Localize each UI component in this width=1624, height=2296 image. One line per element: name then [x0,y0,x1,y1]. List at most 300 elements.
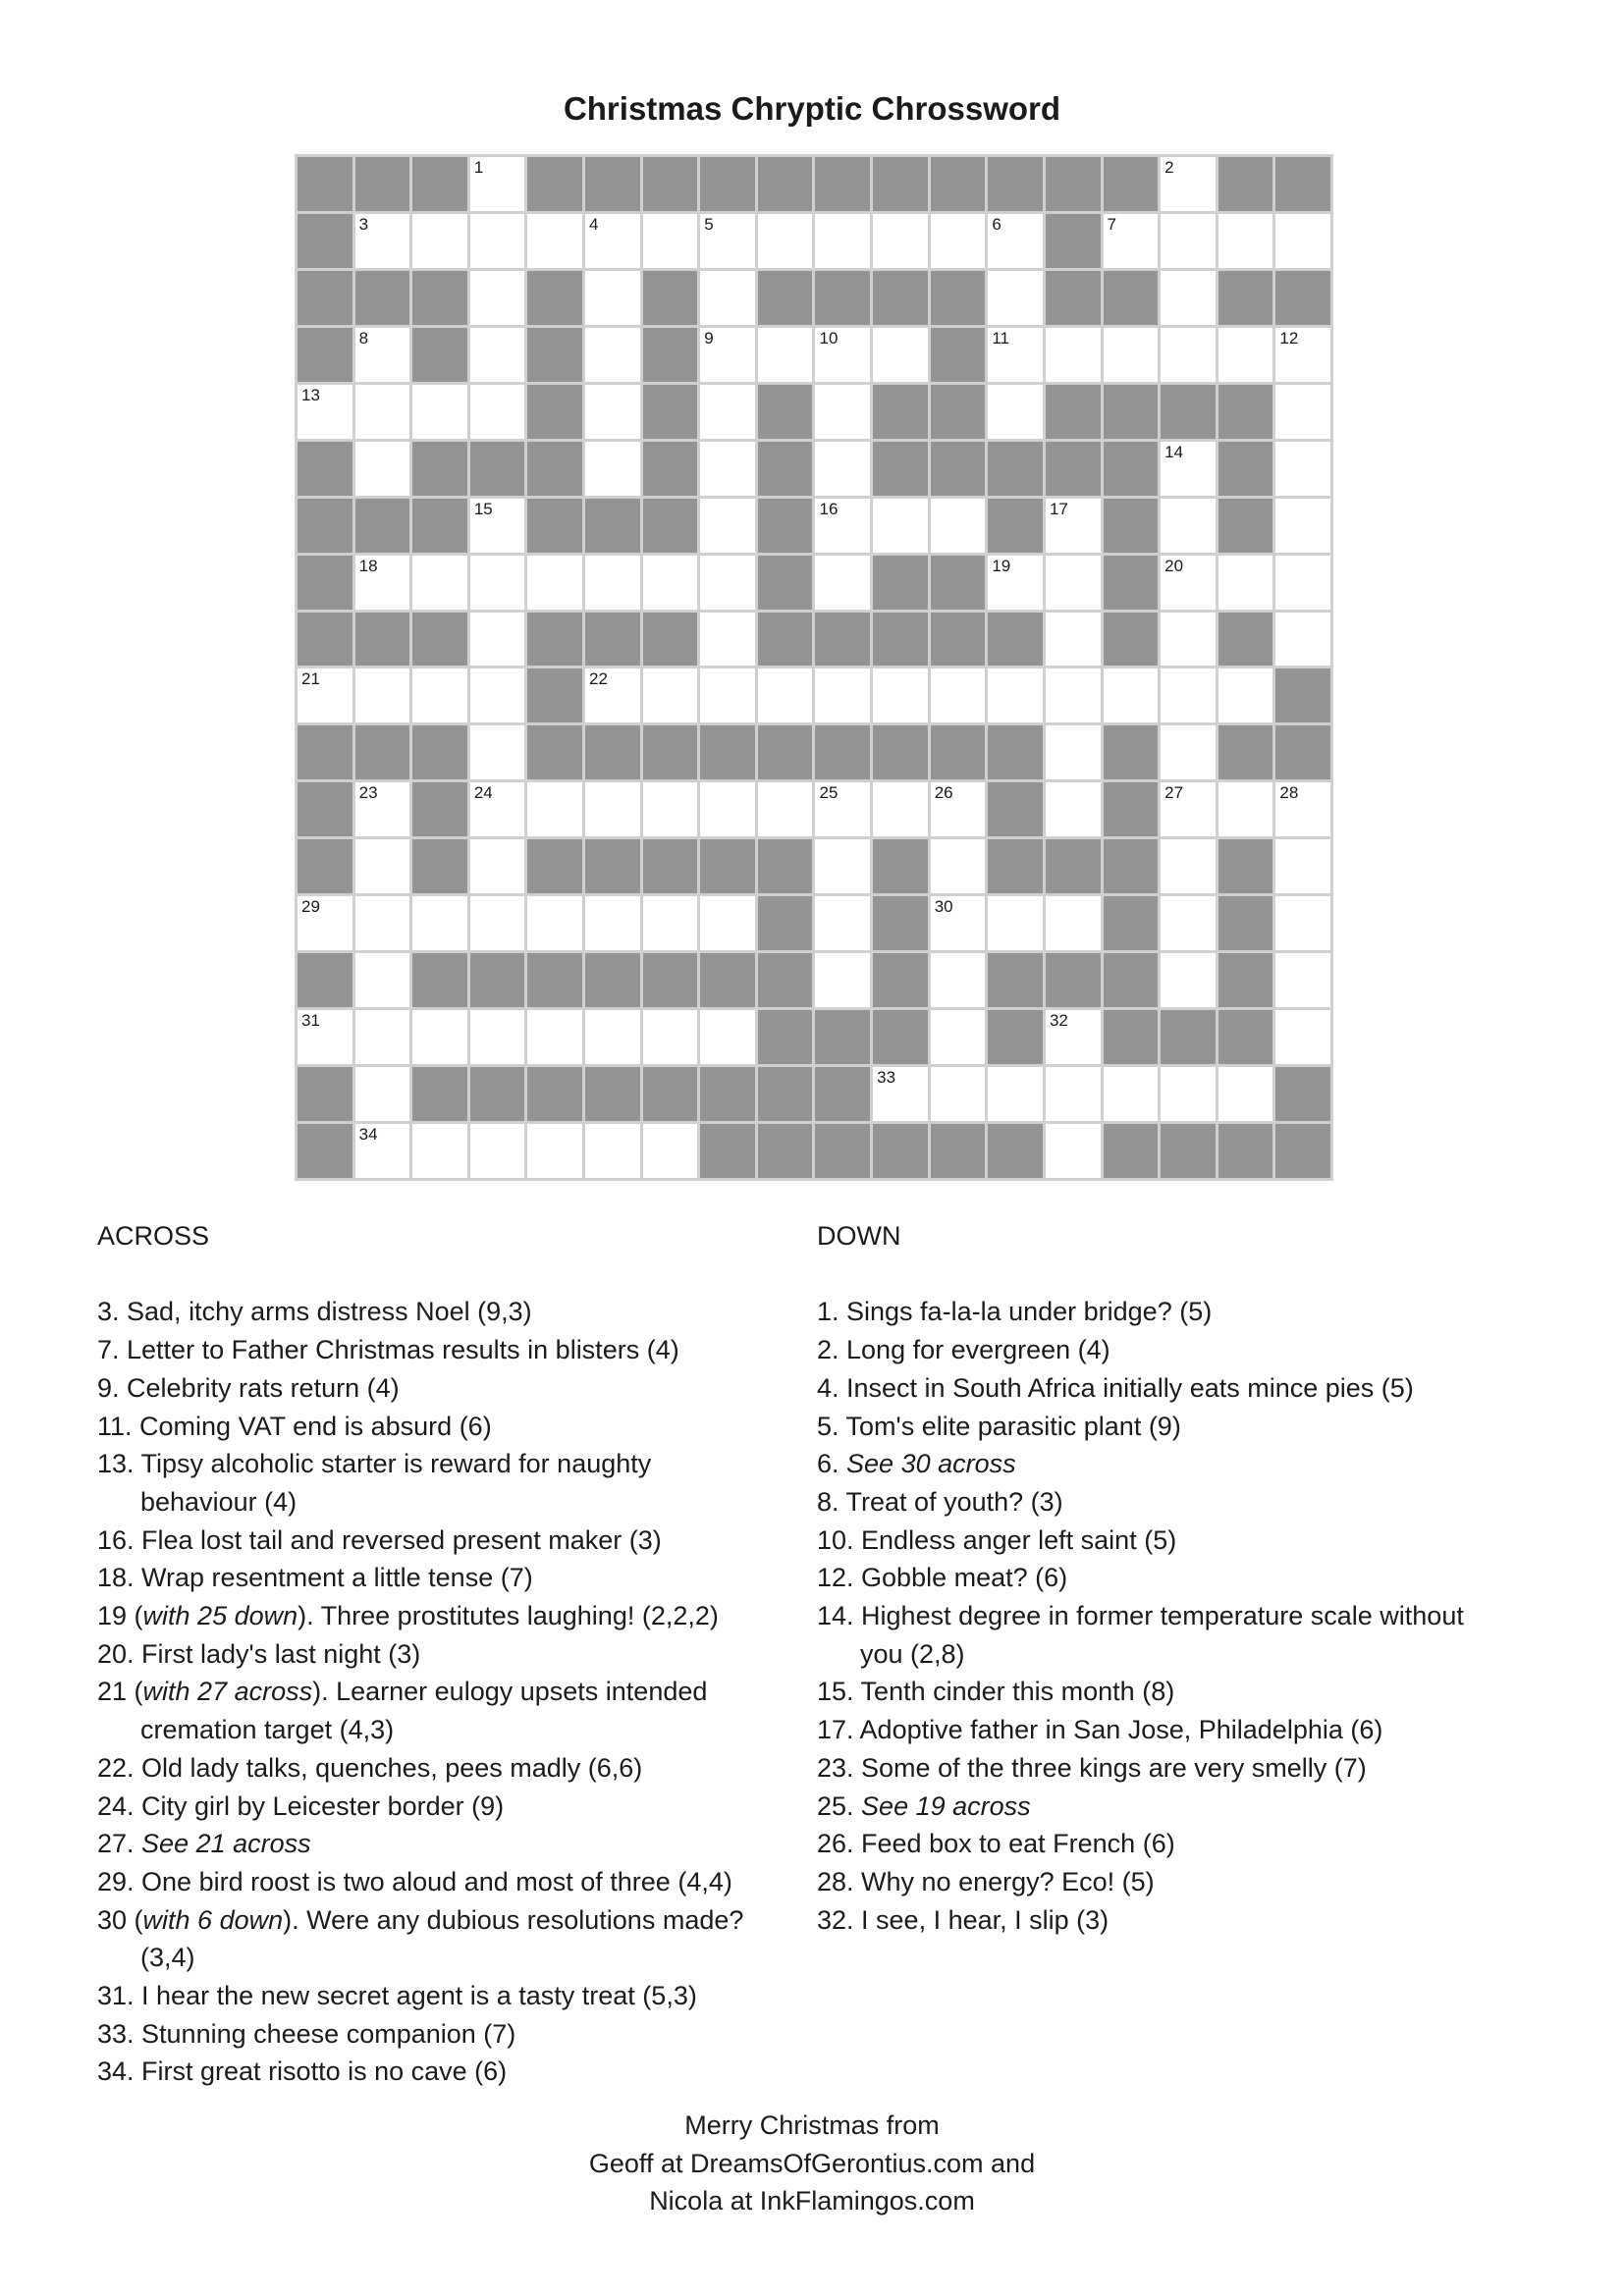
clue-text: 19 (with 25 down). Three prostitutes laughing! (2,2,2) [97,1601,719,1631]
grid-cell [1161,668,1216,722]
grid-cell [355,214,410,268]
clue-text: 34. First great risotto is no cave (6) [97,2056,508,2087]
across-clue-list [97,1293,816,2091]
grid-block-cell [643,499,698,553]
grid-block-cell [412,271,467,325]
grid-block-cell [470,953,525,1007]
clue-text: 15. Tenth cinder this month (8) [817,1677,1175,1707]
clue-text: 6. See 30 across [817,1449,1016,1479]
grid-block-cell [298,556,352,610]
down-clue-list [817,1293,1563,1939]
grid-block-cell [585,839,640,893]
clue-continuation-line: you (2,8) [860,1638,965,1669]
grid-block-cell [758,271,813,325]
grid-cell [298,1010,352,1064]
grid-cell [1104,328,1159,382]
clue [817,1483,1563,1522]
grid-cell [758,214,813,268]
grid-cell [585,442,640,496]
grid-block-cell [527,271,582,325]
clue-text: 32. I see, I hear, I slip (3) [817,1904,1110,1935]
grid-cell [815,442,870,496]
clue-text: 10. Endless anger left saint (5) [817,1524,1177,1555]
grid-cell [931,896,986,950]
grid-cell [815,499,870,553]
grid-block-cell [1104,725,1159,779]
clue [97,1977,816,2015]
cell-number: 33 [877,1068,896,1088]
clue-text: 33. Stunning cheese companion (7) [97,2018,516,2049]
clue [817,1559,1563,1597]
grid-block-cell [527,953,582,1007]
clue [817,1863,1563,1901]
clue [97,1825,816,1863]
grid-cell [931,1067,986,1121]
clue [817,1369,1563,1408]
clue-text: 12. Gobble meat? (6) [817,1563,1068,1593]
grid-cell [1161,782,1216,836]
clue-text: 14. Highest degree in former temperature scale without [817,1601,1464,1631]
grid-cell [355,1124,410,1178]
grid-block-cell [1104,613,1159,667]
grid-block-cell [412,953,467,1007]
clue [97,1673,816,1748]
grid-block-cell [815,1067,870,1121]
grid-cell [585,1124,640,1178]
grid-block-cell [1104,556,1159,610]
grid-block-cell [873,1010,928,1064]
grid-block-cell [700,725,755,779]
grid-cell [298,668,352,722]
grid-cell [643,782,698,836]
grid-cell [700,328,755,382]
grid-cell [585,782,640,836]
grid-cell [412,668,467,722]
clue [817,1825,1563,1863]
cell-number: 18 [358,556,378,575]
grid-cell [988,271,1043,325]
grid-block-cell [1275,1067,1330,1121]
grid-cell [527,556,582,610]
grid-cell [1046,328,1101,382]
grid-cell [585,328,640,382]
cell-number: 13 [301,385,320,404]
grid-block-cell [298,613,352,667]
grid-cell [585,271,640,325]
grid-cell [585,896,640,950]
cell-number: 14 [1164,442,1184,461]
grid-block-cell [298,782,352,836]
grid-block-cell [931,613,986,667]
cell-number: 32 [1049,1011,1068,1031]
grid-block-cell [758,953,813,1007]
grid-cell [355,668,410,722]
grid-block-cell [585,725,640,779]
grid-cell [700,668,755,722]
cell-number: 17 [1049,499,1068,518]
grid-block-cell [1046,839,1101,893]
grid-cell [527,782,582,836]
cell-number: 6 [992,214,1001,234]
clue [817,1445,1563,1483]
grid-cell [758,328,813,382]
grid-block-cell [1046,385,1101,439]
grid-cell [700,499,755,553]
grid-block-cell [1218,953,1273,1007]
grid-block-cell [355,499,410,553]
grid-cell [1275,896,1330,950]
grid-block-cell [1046,157,1101,211]
cell-number: 8 [358,328,369,347]
grid-cell [355,442,410,496]
grid-cell [470,499,525,553]
grid-cell [470,157,525,211]
grid-block-cell [643,442,698,496]
grid-block-cell [1218,157,1273,211]
grid-block-cell [758,385,813,439]
grid-block-cell [758,442,813,496]
grid-block-cell [815,725,870,779]
grid-cell [1275,499,1330,553]
grid-cell [1275,613,1330,667]
grid-block-cell [643,1067,698,1121]
footer-line: Merry Christmas from [684,2110,940,2140]
grid-cell [815,385,870,439]
grid-block-cell [815,271,870,325]
clue [97,1445,816,1521]
grid-cell [700,1010,755,1064]
grid-block-cell [527,442,582,496]
grid-block-cell [700,953,755,1007]
cell-number: 2 [1164,158,1174,177]
grid-block-cell [355,271,410,325]
grid-block-cell [931,442,986,496]
grid-block-cell [412,442,467,496]
grid-block-cell [873,613,928,667]
down-clues-section [817,1217,1563,1939]
cell-number: 21 [301,669,320,689]
grid-cell [988,214,1043,268]
clue-text: 3. Sad, itchy arms distress Noel (9,3) [97,1297,532,1327]
grid-block-cell [470,1067,525,1121]
grid-block-cell [412,499,467,553]
grid-block-cell [873,1124,928,1178]
grid-block-cell [1218,839,1273,893]
cell-number: 16 [819,499,839,518]
grid-block-cell [988,613,1043,667]
cell-number: 29 [301,897,320,917]
cell-number: 22 [589,669,608,689]
grid-cell [527,214,582,268]
grid-cell [470,839,525,893]
grid-block-cell [931,385,986,439]
cell-number: 7 [1107,214,1117,234]
grid-cell [1218,1067,1273,1121]
grid-cell [470,668,525,722]
clue-text: 29. One bird roost is two aloud and most of three (4,4) [97,1866,732,1896]
grid-cell [1161,442,1216,496]
clue-text: 9. Celebrity rats return (4) [97,1372,400,1403]
clue-text: 20. First lady's last night (3) [97,1638,421,1669]
grid-cell [1046,782,1101,836]
grid-block-cell [527,499,582,553]
grid-cell [643,214,698,268]
clue-text: 30 (with 6 down). Were any dubious resolutions made? [97,1904,744,1935]
grid-block-cell [700,1124,755,1178]
grid-block-cell [1046,953,1101,1007]
grid-cell [815,214,870,268]
grid-cell [815,328,870,382]
grid-cell [1046,613,1101,667]
grid-cell [643,556,698,610]
cell-number: 28 [1279,783,1299,803]
clue-text: 1. Sings fa-la-la under bridge? (5) [817,1297,1213,1327]
grid-cell [1161,896,1216,950]
grid-cell [470,1124,525,1178]
grid-cell [873,1067,928,1121]
cell-number: 10 [819,328,839,347]
grid-cell [470,271,525,325]
grid-cell [355,1010,410,1064]
grid-block-cell [1218,613,1273,667]
grid-block-cell [988,782,1043,836]
grid-cell [412,1010,467,1064]
grid-cell [470,556,525,610]
grid-block-cell [527,385,582,439]
grid-block-cell [527,839,582,893]
grid-block-cell [758,157,813,211]
grid-cell [1161,157,1216,211]
clue-text: 25. See 19 across [817,1790,1031,1821]
grid-block-cell [1275,271,1330,325]
grid-block-cell [1046,214,1101,268]
grid-cell [1046,725,1101,779]
grid-block-cell [298,953,352,1007]
grid-block-cell [1104,157,1159,211]
clue [817,1901,1563,1940]
grid-cell [931,668,986,722]
grid-block-cell [815,1010,870,1064]
grid-block-cell [988,1010,1043,1064]
grid-cell [1046,1124,1101,1178]
grid-block-cell [1104,1124,1159,1178]
clue-text: 27. See 21 across [97,1829,311,1859]
grid-block-cell [758,556,813,610]
grid-block-cell [758,839,813,893]
clue [97,1863,816,1901]
clue [97,1597,816,1635]
grid-cell [1046,896,1101,950]
grid-block-cell [1046,271,1101,325]
clue [97,2053,816,2091]
grid-cell [873,499,928,553]
clue-text: 13. Tipsy alcoholic starter is reward for naughty [97,1449,652,1479]
grid-cell [298,385,352,439]
grid-cell [1161,725,1216,779]
grid-block-cell [298,157,352,211]
cell-number: 27 [1164,783,1184,803]
grid-cell [585,556,640,610]
cell-number: 31 [301,1011,320,1031]
grid-cell [1046,668,1101,722]
grid-block-cell [643,953,698,1007]
grid-cell [1161,556,1216,610]
grid-cell [988,556,1043,610]
grid-block-cell [643,271,698,325]
grid-block-cell [527,613,582,667]
clue-text: 21 (with 27 across). Learner eulogy upsets intended [97,1677,708,1707]
grid-cell [643,1124,698,1178]
grid-cell [585,385,640,439]
grid-cell [1161,499,1216,553]
clue-text: 31. I hear the new secret agent is a tasty treat (5,3) [97,1981,697,2011]
grid-cell [643,1010,698,1064]
grid-cell [700,896,755,950]
grid-cell [355,328,410,382]
cell-number: 1 [473,158,484,177]
grid-cell [988,385,1043,439]
grid-cell [585,1010,640,1064]
cell-number: 4 [589,214,599,234]
grid-block-cell [931,725,986,779]
grid-block-cell [1218,442,1273,496]
grid-cell [1161,271,1216,325]
across-heading: ACROSS [97,1221,210,1251]
grid-block-cell [527,328,582,382]
grid-cell [1046,1067,1101,1121]
grid-block-cell [355,613,410,667]
clue-continuation-line: cremation target (4,3) [140,1715,395,1745]
grid-cell [1218,668,1273,722]
footer-line: Geoff at DreamsOfGerontius.com and [588,2148,1036,2178]
grid-block-cell [412,613,467,667]
grid-cell [585,668,640,722]
grid-cell [1275,556,1330,610]
clue [97,1559,816,1597]
grid-cell [931,953,986,1007]
grid-cell [931,839,986,893]
grid-cell [1161,613,1216,667]
grid-block-cell [412,725,467,779]
grid-cell [1218,556,1273,610]
grid-block-cell [643,328,698,382]
grid-block-cell [1104,953,1159,1007]
grid-cell [988,328,1043,382]
grid-cell [758,782,813,836]
footer-line: Nicola at InkFlamingos.com [649,2186,975,2216]
clue [817,1293,1563,1331]
grid-block-cell [1275,1124,1330,1178]
clue-text: 7. Letter to Father Christmas results in blisters (4) [97,1335,679,1365]
grid-block-cell [585,157,640,211]
grid-cell [470,725,525,779]
clue-text: 18. Wrap resentment a little tense (7) [97,1563,533,1593]
clue [817,1522,1563,1560]
grid-block-cell [988,499,1043,553]
clue [817,1711,1563,1749]
grid-block-cell [1104,499,1159,553]
grid-cell [355,782,410,836]
grid-block-cell [700,1067,755,1121]
grid-block-cell [758,725,813,779]
grid-block-cell [527,668,582,722]
grid-cell [1161,839,1216,893]
grid-block-cell [470,442,525,496]
grid-block-cell [298,328,352,382]
grid-block-cell [527,157,582,211]
clue [817,1408,1563,1446]
grid-cell [470,214,525,268]
clue-text: 17. Adoptive father in San Jose, Philadelphia (6) [817,1715,1383,1745]
grid-block-cell [1275,725,1330,779]
grid-cell [700,556,755,610]
grid-block-cell [931,157,986,211]
grid-cell [1104,1067,1159,1121]
grid-cell [1275,328,1330,382]
grid-cell [527,1124,582,1178]
cell-number: 20 [1164,556,1184,575]
grid-cell [412,556,467,610]
cell-number: 12 [1279,328,1299,347]
grid-cell [1161,328,1216,382]
grid-block-cell [1218,499,1273,553]
grid-block-cell [412,328,467,382]
grid-cell [470,613,525,667]
across-clues-section [97,1217,816,2091]
clue [817,1749,1563,1788]
grid-block-cell [585,613,640,667]
clue [97,1788,816,1826]
grid-block-cell [988,1124,1043,1178]
clue [817,1331,1563,1369]
grid-cell [988,1067,1043,1121]
grid-cell [1104,668,1159,722]
grid-cell [355,385,410,439]
clue-text: 23. Some of the three kings are very smelly (7) [817,1752,1367,1783]
grid-block-cell [585,1067,640,1121]
grid-block-cell [931,328,986,382]
grid-cell [1218,782,1273,836]
grid-cell [412,214,467,268]
clue [97,1293,816,1331]
grid-cell [1046,499,1101,553]
grid-block-cell [298,271,352,325]
grid-block-cell [298,839,352,893]
grid-block-cell [1275,157,1330,211]
grid-cell [758,668,813,722]
grid-block-cell [585,953,640,1007]
cell-number: 30 [934,897,953,917]
grid-block-cell [1104,271,1159,325]
grid-block-cell [988,953,1043,1007]
clue-text: 4. Insect in South Africa initially eats mince pies (5) [817,1372,1414,1403]
cell-number: 15 [473,499,493,518]
grid-block-cell [988,442,1043,496]
clue-text: 5. Tom's elite parasitic plant (9) [817,1411,1181,1441]
grid-cell [412,385,467,439]
cell-number: 19 [992,556,1011,575]
grid-cell [700,442,755,496]
cell-number: 25 [819,783,839,803]
grid-cell [815,896,870,950]
grid-block-cell [758,1124,813,1178]
grid-block-cell [758,1010,813,1064]
grid-block-cell [873,157,928,211]
grid-block-cell [873,385,928,439]
clue-text: 16. Flea lost tail and reversed present maker (3) [97,1524,662,1555]
grid-block-cell [412,1067,467,1121]
grid-block-cell [758,499,813,553]
